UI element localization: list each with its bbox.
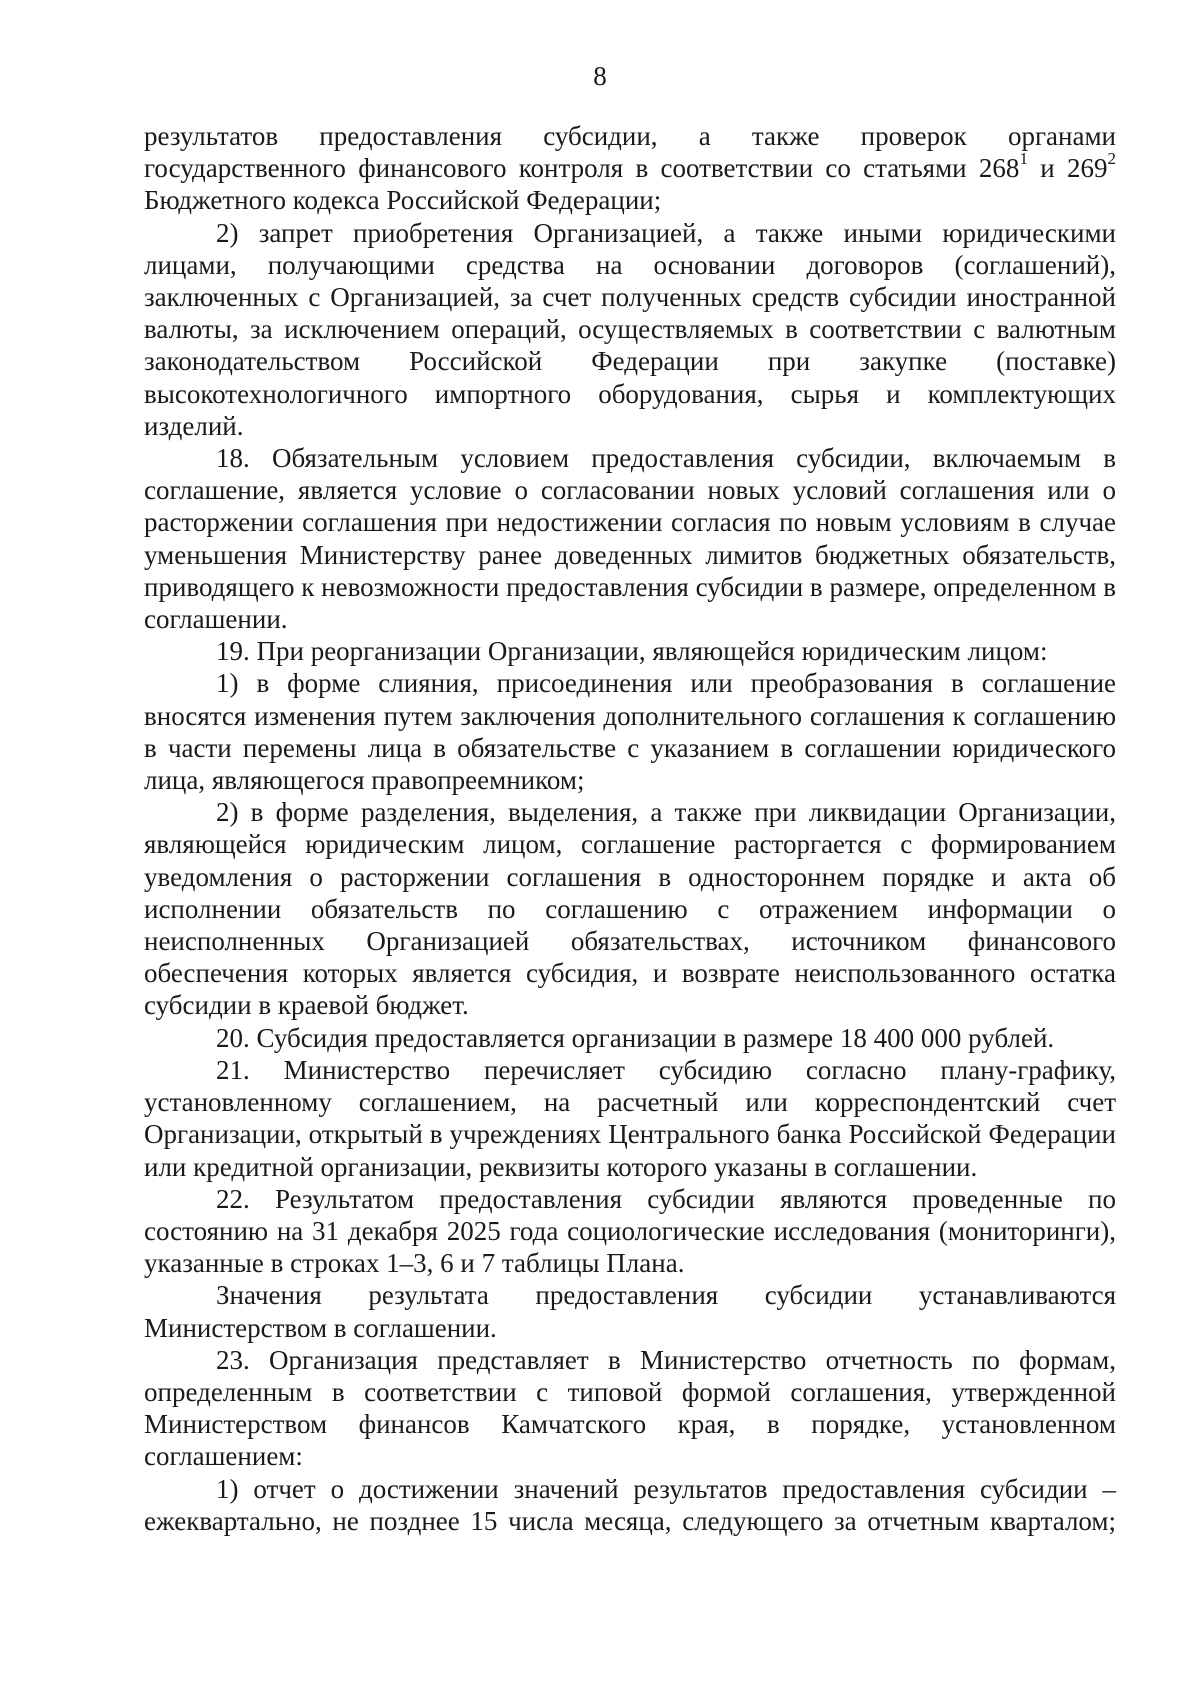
paragraph-21: 21. Министерство перечисляет субсидию согласно плану-графику, установленному соглашением, на расчетный или корреспондентский счет Организации, открытый в учреждениях Центрального банка Российской Федерации или кредитной организации, реквизиты которого указаны в соглашении.	[144, 1054, 1116, 1182]
paragraph-22-values: Значения результата предоставления субсидии устанавливаются Министерством в соглашении.	[144, 1280, 1116, 1343]
paragraph-19-item-2: 2) в форме разделения, выделения, а также при ликвидации Организации, являющейся юридическим лицом, соглашение расторгается с формированием уведомления о расторжении соглашения в одностороннем порядке и акта об исполнении обязательств по соглашению с отражением информации о неисполненных Организацией обязательствах, источником финансового обеспечения которых является субсидия, и возврате неиспользованного остатка субсидии в краевой бюджет.	[144, 797, 1116, 1021]
paragraph-23-item-1: 1) отчет о достижении значений результатов предоставления субсидии – ежеквартально, не позднее 15 числа месяца, следующего за отчетным кварталом;	[144, 1473, 1116, 1536]
paragraph-item-2-prohibition: 2) запрет приобретения Организацией, а также иными юридическими лицами, получающими средства на основании договоров (соглашений), заключенных с Организацией, за счет полученных средств субсидии иностранной валюты, за исключением операций, осуществляемых в соответствии с валютным законодательством Российской Федерации при закупке (поставке) высокотехнологичного импортного оборудования, сырья и комплектующих изделий.	[144, 217, 1116, 441]
paragraph-text: результатов предоставления субсидии, а также проверок органами государственного финансового контроля в соответствии со статьями 268	[144, 121, 1116, 184]
superscript: 1	[1019, 149, 1028, 169]
paragraph-18: 18. Обязательным условием предоставления субсидии, включаемым в соглашение, является условие о согласовании новых условий соглашения или о расторжении соглашения при недостижении согласия по новым условиям в случае уменьшения Министерству ранее доведенных лимитов бюджетных обязательств, приводящего к невозможности предоставления субсидии в размере, определенном в соглашении.	[144, 443, 1116, 635]
paragraph-20: 20. Субсидия предоставляется организации в размере 18 400 000 рублей.	[216, 1022, 1055, 1053]
paragraph-text: и 269	[1027, 153, 1108, 184]
page-number: 8	[593, 61, 607, 91]
paragraph-19-item-1: 1) в форме слияния, присоединения или преобразования в соглашение вносятся изменения путем заключения дополнительного соглашения к соглашению в части перемены лица в обязательстве с указанием в соглашении юридического лица, являющегося правопреемником;	[144, 668, 1116, 796]
document-body	[144, 120, 1116, 1537]
paragraph-continuation	[144, 120, 1116, 217]
paragraph-22: 22. Результатом предоставления субсидии являются проведенные по состоянию на 31 декабря 2025 года социологические исследования (мониторинги), указанные в строках 1–3, 6 и 7 таблицы Плана.	[144, 1183, 1116, 1279]
paragraph-text: Бюджетного кодекса Российской Федерации;	[144, 185, 662, 216]
superscript: 2	[1107, 149, 1117, 169]
paragraph-23: 23. Организация представляет в Министерство отчетность по формам, определенным в соответствии с типовой формой соглашения, утвержденной Министерством финансов Камчатского края, в порядке, установленном соглашением:	[144, 1344, 1116, 1472]
paragraph-19: 19. При реорганизации Организации, являющейся юридическим лицом:	[216, 636, 1048, 667]
